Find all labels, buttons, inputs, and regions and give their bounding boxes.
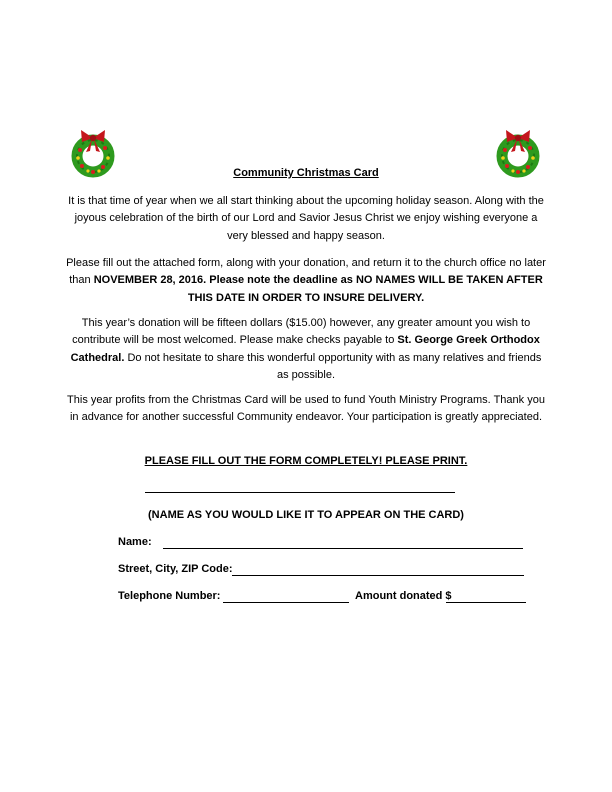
intro-paragraph [66,193,546,245]
amount-label: Amount donated $ [355,590,452,602]
payee-name: St. George Greek Orthodox Cathedral. [70,334,540,364]
intro-text: It is that time of year when we all start thinking about the upcoming holiday season. Along with the joyous celebration of the birth of our Lord and Savior Jesus Christ we enjoy wishing everyone a very blessed and happy season. [68,195,544,242]
profits-paragraph [66,392,546,427]
address-label: Street, City, ZIP Code: [118,563,233,575]
telephone-label: Telephone Number: [118,590,221,602]
deadline-emphasis: NOVEMBER 28, 2016. Please note the deadline as NO NAMES WILL BE TAKEN AFTER THIS DATE IN ORDER TO INSURE DELIVERY. [93,274,543,304]
address-field[interactable] [232,561,524,576]
page-title: Community Christmas Card [233,167,379,179]
name-field[interactable] [163,534,523,549]
profits-text: This year profits from the Christmas Card will be used to fund Youth Ministry Programs. Thank you in advance for another successful Community endeavor. Your participation is greatly appreciated. [67,394,545,424]
name-label: Name: [118,536,152,548]
deadline-text: Please fill out the attached form, along with your donation, and return it to the church office no later than [66,257,546,287]
amount-field[interactable] [446,588,526,603]
card-name-field[interactable] [145,492,455,493]
form-instruction: PLEASE FILL OUT THE FORM COMPLETELY! PLEASE PRINT. [144,455,468,467]
card-name-caption: (NAME AS YOU WOULD LIKE IT TO APPEAR ON THE CARD) [148,509,464,521]
donation-text-end: Do not hesitate to share this wonderful opportunity with as many relatives and friends as possible. [124,351,542,381]
donation-text: This year’s donation will be fifteen dollars ($15.00) however, any greater amount you wish to contribute will be most welcomed. Please make checks payable to [72,317,531,347]
donation-paragraph [66,315,546,384]
telephone-field[interactable] [223,588,349,603]
deadline-paragraph [66,255,546,307]
